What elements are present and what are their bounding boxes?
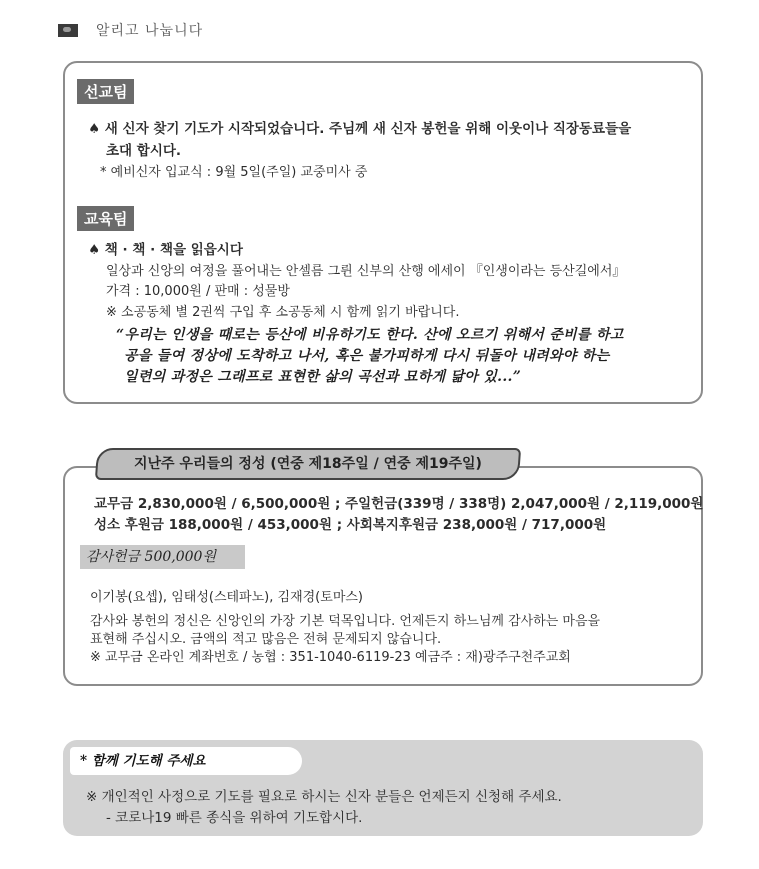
mission-bullet-line1: ♠ 새 신자 찾기 기도가 시작되었습니다. 주님께 새 신자 봉헌을 위해 이웃이나 직장동료들을 — [88, 121, 632, 137]
prayer-line-2: - 코로나19 빠른 종식을 위하여 기도합시다. — [106, 810, 363, 826]
offering-message-line2: 표현해 주십시오. 금액의 적고 많음은 전혀 문제되지 않습니다. — [90, 632, 442, 647]
education-desc: 일상과 신앙의 여정을 풀어내는 안셀름 그륀 신부의 산행 에세이 『인생이라는 등산길에서』 — [106, 264, 626, 279]
offering-message-line1: 감사와 봉헌의 정신은 신앙인의 가장 기본 덕목입니다. 언제든지 하느님께 감사하는 마음을 — [90, 614, 601, 629]
offering-ribbon-text: 지난주 우리들의 정성 (연중 제18주일 / 연중 제19주일) — [134, 456, 482, 472]
mission-note: * 예비신자 입교식 : 9월 5일(주일) 교중미사 중 — [100, 165, 368, 180]
quote-line-2: 공을 들여 정상에 도착하고 나서, 혹은 불가피하게 다시 뒤돌아 내려와야 하는 — [124, 348, 610, 364]
account-info: ※ 교무금 온라인 계좌번호 / 농협 : 351-1040-6119-23 예금주 : 재)광주구천주교회 — [90, 650, 571, 665]
prayer-tab-label: * 함께 기도해 주세요 — [70, 747, 302, 775]
page-title: 알리고 나눕니다 — [96, 23, 204, 39]
page-header — [58, 20, 203, 40]
donor-names: 이기봉(요셉), 임태성(스테파노), 김재경(토마스) — [90, 590, 364, 605]
education-team-label: 교육팀 — [77, 206, 134, 231]
offering-ribbon — [95, 448, 521, 480]
header-square-icon — [58, 24, 78, 37]
education-price: 가격 : 10,000원 / 판매 : 성물방 — [106, 284, 290, 299]
quote-line-1: “우리는 인생을 때로는 등산에 비유하기도 한다. 산에 오르기 위해서 준비를 하고 — [116, 327, 624, 343]
prayer-line-1: ※ 개인적인 사정으로 기도를 필요로 하시는 신자 분들은 언제든지 신청해 주세요. — [86, 789, 562, 805]
quote-line-3: 일련의 과정은 그래프로 표현한 삶의 곡선과 묘하게 닮아 있...” — [124, 369, 522, 385]
offering-line-2: 성소 후원금 188,000원 / 453,000원 ; 사회복지후원금 238,000원 / 717,000원 — [94, 517, 607, 533]
thanks-offering-label: 감사헌금 500,000원 — [80, 545, 245, 569]
mission-team-label: 선교팀 — [77, 79, 134, 104]
education-note: ※ 소공동체 별 2권씩 구입 후 소공동체 시 함께 읽기 바랍니다. — [106, 305, 460, 320]
mission-bullet-line2: 초대 합시다. — [106, 143, 182, 159]
education-heading: ♠ 책 · 책 · 책을 읽읍시다 — [88, 242, 243, 258]
offering-line-1: 교무금 2,830,000원 / 6,500,000원 ; 주일헌금(339명 / 338명) 2,047,000원 / 2,119,000원 — [94, 496, 704, 512]
